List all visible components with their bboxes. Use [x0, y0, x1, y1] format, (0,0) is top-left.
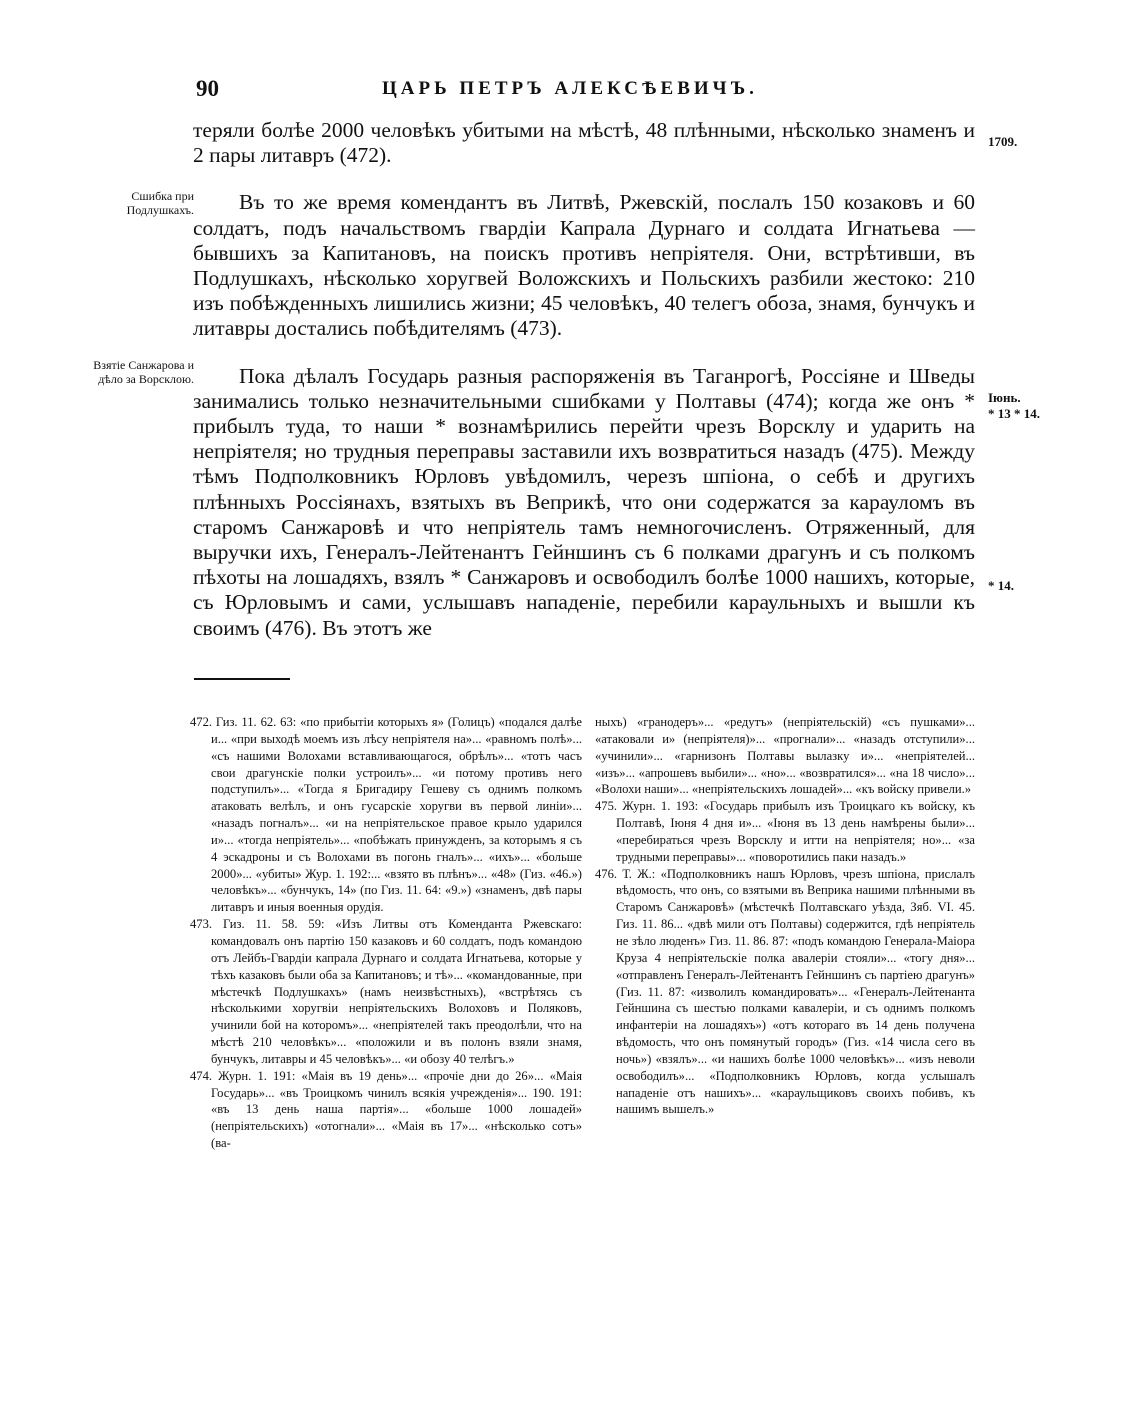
footnote-474-continued: ныхъ) «гранодеръ»... «редутъ» (непріятельскій) «съ пушками»... «атаковали и» (непріятеля)»... «прогнали»... «назадъ отступили»... «учинили»... «гарнизонъ Полтавы вылазку и»... «непріятелей... «изъ»... «апрошевъ выбили»... «но»... «возвратился»... «на 18 число»... «Волохи наши»... «непріятельскихъ лошадей»... «къ войску привели.»	[595, 715, 975, 797]
footnote-472: 472. Гиз. 11. 62. 63: «по прибытіи которыхъ я» (Голицъ) «подался далѣе и... «при выходѣ моемъ изъ лѣсу непріятеля на»... «равномъ полѣ»... «съ нашими Волохами вставливающагося, обрѣлъ»... «тотъ часъ свои драгунскіе полки устроилъ»... «и потому противъ него подступилъ»... «Тогда я Бригадиру Гешеву съ однимъ полкомъ атаковать велѣлъ, и онъ гусарскіе хоругви въ первой линіи»... «назадъ погналъ»... «и на непріятельское правое крыло ударился и»... «тогда непріятель»... «побѣжать принужденъ, за которымъ я съ 4 эскадроны и съ Волохами въ погонь гналъ»... «ихъ»... «больше 2000»... «убиты» Жур. 1. 192:... «взято въ плѣнъ»... «48» (Гиз. «46.») человѣкъ»... «бунчукъ, 14» (по Гиз. 11. 64: «9.») «знаменъ, двѣ пары литавръ и иныя военныя орудія.	[190, 715, 582, 915]
running-title: ЦАРЬ ПЕТРЪ АЛЕКСѢЕВИЧЪ.	[382, 78, 758, 99]
footnote-divider	[194, 678, 290, 680]
paragraph-continued: теряли болѣе 2000 человѣкъ убитыми на мѣстѣ, 48 плѣнными, нѣсколько знаменъ и 2 пары литавръ (472).	[193, 118, 975, 168]
footnotes-right-column	[595, 714, 975, 1118]
footnote-474: 474. Журн. 1. 191: «Маія въ 19 день»... «прочіе дни до 26»... «Маія Государь»... «въ Троицкомъ чинилъ всякія учрежденія»... 190. 191: «въ 13 день наша партія»... «больше 1000 лошадей» (непріятельскихъ) «отогнали»... «Маія въ 17»... «нѣсколько сотъ» (ва-	[190, 1068, 582, 1151]
page-header	[0, 76, 1140, 108]
footnote-473: 473. Гиз. 11. 58. 59: «Изъ Литвы отъ Коменданта Ржевскаго: командовалъ онъ партію 150 казаковъ и 60 солдатъ, подъ командою отъ Лейбъ-Гвардіи капрала Дурнаго и солдата Игнатьева, которые у тѣхъ казаковъ были оба за Капитановъ; и тѣ»... «командованные, при мѣстечкѣ Подлушкахъ» (намъ неизвѣстныхъ), «встрѣтясь съ нѣсколькими хоругвіи непріятельскихъ Волоховъ и Поляковъ, учинили бой на которомъ»... «непріятелей такъ преодолѣли, что на мѣстѣ 210 человѣкъ»... «положили и въ полонъ взяли знамя, бунчукъ, литавры и 45 человѣкъ»... «и обозу 40 телѣгъ.»	[190, 917, 582, 1066]
margin-note-sanzharov: Взятіе Санжарова и дѣло за Ворсклою.	[93, 358, 194, 386]
paragraph-sanzharov: Пока дѣлалъ Государь разныя распоряженія въ Таганрогѣ, Россіяне и Шведы занимались только незначительными сшибками у Полтавы (474); когда же онъ * прибылъ туда, то наши * вознамѣрились перейти чрезъ Ворсклу и ударить на непріятеля; но трудныя переправы заставили ихъ возвратиться назадъ (475). Между тѣмъ Подполковникъ Юрловъ увѣдомилъ, черезъ шпіона, о себѣ и другихъ плѣнныхъ Россіянахъ, взятыхъ въ Веприкѣ, что они содержатся за карауломъ въ старомъ Санжаровѣ и что непріятель тамъ немногочисленъ. Отряженный, для выручки ихъ, Генералъ-Лейтенантъ Гейншинъ съ 6 полками драгунъ и съ полкомъ пѣхоты на лошадяхъ, взялъ * Санжаровъ и освободилъ болѣе 1000 нашихъ, которые, съ Юрловымъ и сами, услышавъ нападеніе, перебили караульныхъ и вышли къ своимъ (476). Въ этотъ же	[193, 363, 975, 640]
main-text	[193, 118, 975, 641]
page-number: 90	[196, 76, 219, 101]
paragraph-podlushki: Въ то же время комендантъ въ Литвѣ, Ржевскій, послалъ 150 козаковъ и 60 солдатъ, подъ начальствомъ гвардіи Капрала Дурнаго и солдата Игнатьева — бывшихъ за Капитановъ, на поискъ противъ непріятеля. Они, встрѣтивши, въ Подлушкахъ, нѣсколько хоругвей Воложскихъ и Польскихъ разбили жестоко: 210 изъ побѣжденныхъ лишились жизни; 45 человѣкъ, 40 телегъ обоза, знамя, бунчукъ и литавры достались побѣдителямъ (473).	[193, 190, 975, 341]
margin-month: Іюнь.	[988, 390, 1021, 405]
footnote-476: 476. Т. Ж.: «Подполковникъ нашъ Юрловъ, чрезъ шпіона, прислалъ вѣдомость, что онъ, со взятыми въ Веприка нашими плѣнными въ Старомъ Санжаровѣ» (мѣстечкѣ Полтавскаго уѣзда, Зяб. VI. 45. Гиз. 11. 86... «двѣ мили отъ Полтавы) содержится, гдѣ непріятель не зѣло люденъ» Гиз. 11. 86. 87: «подъ командою Генерала-Маіора Круза 4 непріятельскіе полка авалеріи стояли»... «тогу дня»... «отправленъ Генералъ-Лейтенантъ Гейншинъ съ партіею драгунъ» (Гиз. 11. 87: «изволилъ командировать»... «Генералъ-Лейтенанта Гейншина съ шестью полками кавалеріи, и съ однимъ полкомъ инфантеріи на лошадяхъ») «отъ котораго въ 14 день получена вѣдомость, что онъ помянутый городъ» (Гиз. «14 числа сего въ ночь») «взялъ»... «и нашихъ болѣе 1000 человѣкъ»... «изъ неволи освободилъ»... «Подполковникъ Юрловъ, когда услышалъ нападеніе отъ нашихъ»... «караульщиковъ своихъ побивъ, къ нашимъ вышелъ.»	[595, 866, 975, 1117]
margin-date-14: * 14.	[988, 578, 1014, 593]
margin-note-skirmish: Сшибка при Подлушкахъ.	[126, 189, 194, 217]
margin-dates-13-14: * 13 * 14.	[988, 406, 1040, 421]
footnotes-left-column	[190, 714, 582, 1152]
footnote-475: 475. Журн. 1. 193: «Государь прибылъ изъ Троицкаго къ войску, къ Полтавѣ, Іюня 4 дня и»... «Іюня въ 13 день намѣрены были»... «перебираться чрезъ Ворсклу и итти на непріятеля; но»... «за трудными переправы»... «поворотились паки назадъ.»	[595, 799, 975, 864]
margin-year: 1709.	[988, 134, 1018, 149]
